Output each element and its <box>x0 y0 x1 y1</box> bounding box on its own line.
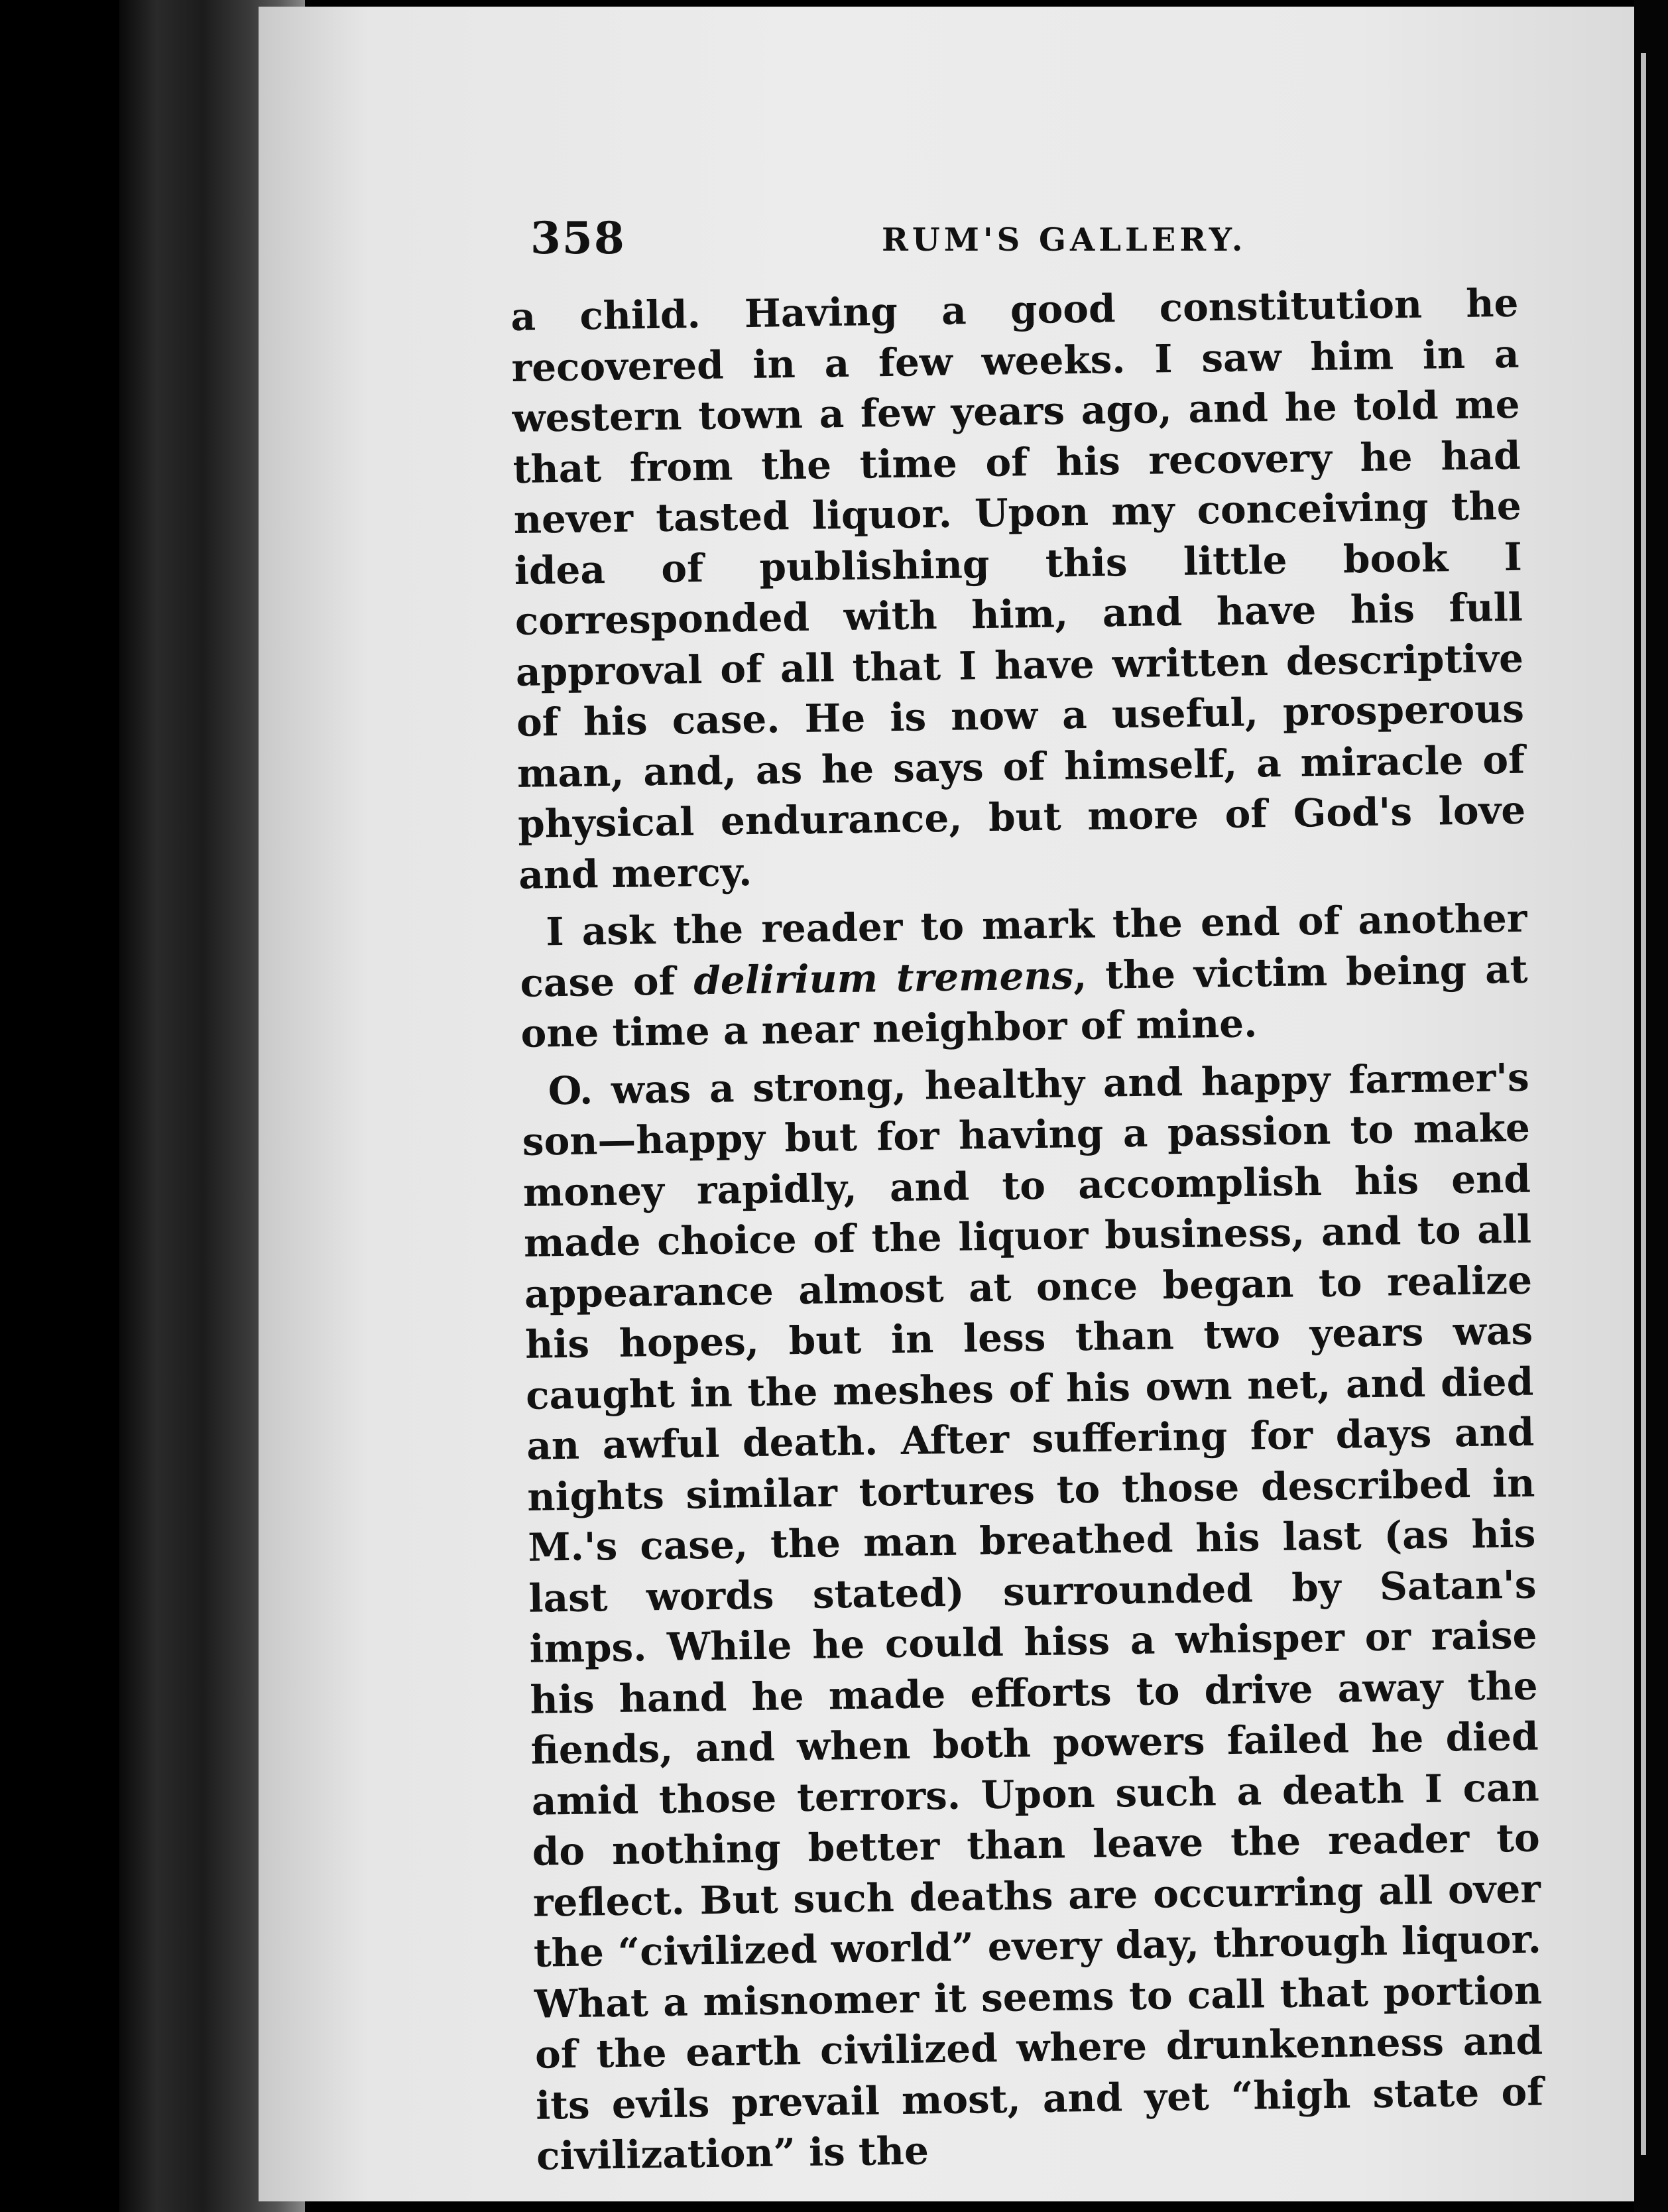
paragraph-3: O. was a strong, healthy and happy farmer's son—happy but for having a passion to make money rapidly, and to accomplish his end made choice of the liquor business, and to all appearance almost at once began to realize his hopes, but in less than two years was caught in the meshes of his own net, and died an awful death. After suffering for days and nights similar tortures to those described in M.'s case, the man breathed his last (as his last words stated) surrounded by Satan's imps. While he could hiss a whisper or raise his hand he made efforts to drive away the fiends, and when both powers failed he died amid those terrors. Upon such a death I can do nothing better than leave the reader to reflect. But such deaths are occurring all over the “civilized world” every day, through liquor. What a misnomer it seems to call that portion of the earth civilized where drunkenness and its evils prevail most, and yet “high state of civilization” is the <box>522 1054 1544 2179</box>
scan-right-margin <box>1634 0 1668 2212</box>
running-title: RUM'S GALLERY. <box>882 221 1247 259</box>
running-head <box>530 212 1565 265</box>
paragraph-1: a child. Having a good constitution he recovered in a few weeks. I saw him in a western town a few years ago, and he told me that from the time of his recovery he had never tasted liquor. Upon my conceiving the idea of publishing this little book I corresponded with him, and have his full approval of all that I have written descriptive of his case. He is now a useful, prosperous man, and, as he says of himself, a miracle of physical endurance, but more of God's love and mercy. <box>510 280 1526 898</box>
facing-page-edge <box>1641 53 1646 2155</box>
paragraph-2-italic-term: delirium tremens <box>693 952 1074 1003</box>
body-text <box>510 278 1545 2188</box>
paragraph-2-lead: I ask the reader to mark the end of another case of <box>520 895 1527 1006</box>
paragraph-2 <box>519 893 1529 1060</box>
paragraph-2-tail: , the victim being at one time a near neighbor of mine. <box>520 946 1528 1056</box>
page-number: 358 <box>530 212 626 264</box>
